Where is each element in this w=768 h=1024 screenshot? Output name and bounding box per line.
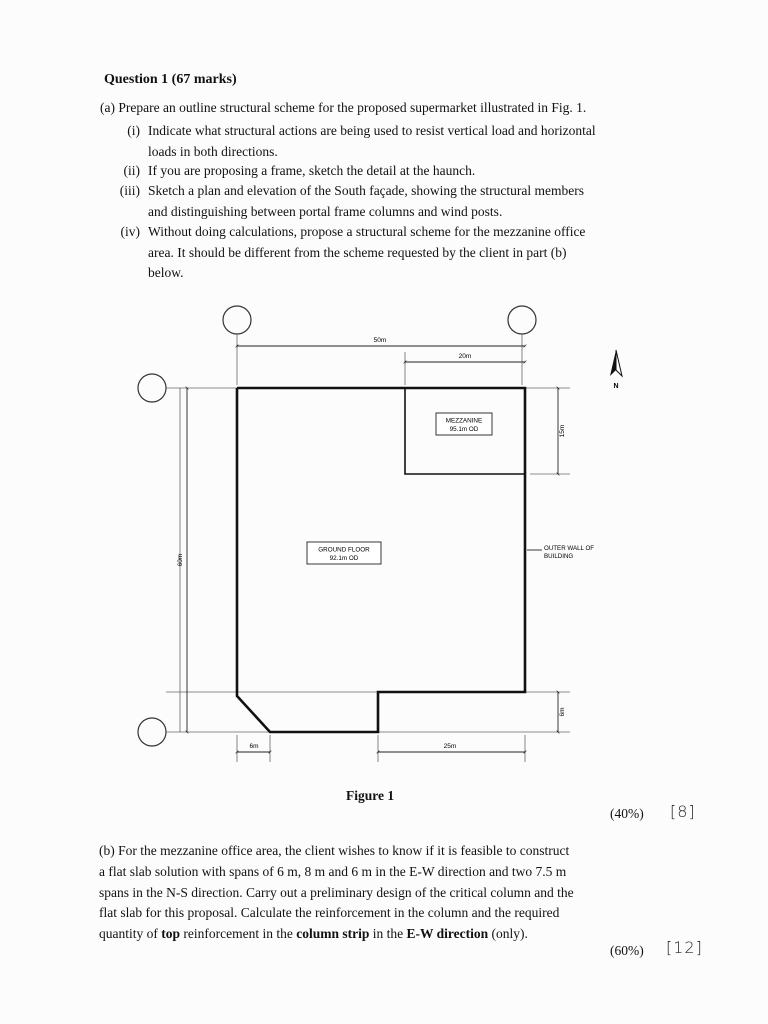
item-line: Sketch a plan and elevation of the South façade, showing the structural members	[148, 183, 584, 198]
part-b-line: flat slab for this proposal. Calculate the reinforcement in the column and the required	[99, 905, 560, 921]
item-number: (iii)	[119, 183, 140, 198]
text-run: reinforcement in the	[180, 926, 297, 942]
mezzanine-label: MEZZANINE	[445, 417, 483, 425]
dimension-label: 20m	[458, 353, 472, 360]
part-a-item-ii	[100, 161, 680, 182]
part-a-intro: (a) Prepare an outline structural scheme for the proposed supermarket illustrated in Fig. 1.	[100, 100, 587, 115]
item-line: If you are proposing a frame, sketch the detail at the haunch.	[148, 163, 476, 178]
part-a-item-i	[100, 121, 680, 162]
bold-run: E-W direction	[406, 926, 489, 942]
item-line: loads in both directions.	[148, 143, 278, 159]
part-b-percent: (60%)	[610, 943, 644, 958]
dimension-label: 60m	[177, 553, 184, 567]
outer-wall-label: OUTER WALL OF	[544, 545, 595, 552]
north-label: N	[613, 383, 619, 390]
part-a-item-iii	[100, 181, 680, 222]
dimension-label: 15m	[559, 424, 566, 438]
text-run: in the	[369, 926, 407, 942]
handwritten-mark-b: [12]	[666, 938, 703, 957]
part-b-line: (b) For the mezzanine office area, the client wishes to know if it is feasible to construct	[99, 843, 570, 858]
text-run: quantity of	[99, 926, 162, 942]
part-b-last-line	[99, 924, 659, 945]
bold-run: column strip	[296, 926, 370, 942]
outer-wall-label: BUILDING	[544, 553, 574, 560]
text-run: (only).	[488, 926, 528, 942]
dimension-label: 6m	[559, 707, 566, 717]
dimension-label: 50m	[373, 337, 387, 344]
item-line: Without doing calculations, propose a structural scheme for the mezzanine office	[148, 224, 586, 239]
part-a-item-iv	[100, 222, 680, 284]
north-arrow-icon	[610, 350, 622, 376]
handwritten-mark-a: [8]	[670, 802, 696, 821]
ground-floor-label: GROUND FLOOR	[318, 546, 370, 554]
grid-bubble	[508, 306, 536, 334]
item-line: and distinguishing between portal frame columns and wind posts.	[148, 203, 503, 219]
bold-run: top	[161, 926, 181, 942]
part-a-percent: (40%)	[610, 806, 644, 821]
item-number: (i)	[127, 123, 140, 138]
grid-bubble	[138, 374, 166, 402]
grid-bubble	[138, 718, 166, 746]
mezzanine-level: 95.1m OD	[449, 426, 479, 433]
question-title: Question 1 (67 marks)	[104, 72, 237, 87]
figure-caption: Figure 1	[346, 788, 395, 803]
dimension-label: 25m	[443, 743, 457, 750]
part-b-line: a flat slab solution with spans of 6 m, 8 m and 6 m in the E-W direction and two 7.5 m	[99, 863, 567, 879]
part-b-text	[99, 841, 659, 945]
floor-plan-figure	[130, 300, 650, 770]
item-number: (iv)	[120, 224, 140, 239]
item-line: Indicate what structural actions are being used to resist vertical load and horizontal	[148, 123, 596, 138]
item-line: area. It should be different from the scheme requested by the client in part (b)	[148, 244, 567, 260]
item-line: below.	[148, 265, 184, 280]
dimension-label: 6m	[249, 743, 259, 750]
item-number: (ii)	[123, 163, 140, 178]
part-b-line: spans in the N-S direction. Carry out a preliminary design of the critical column and the	[99, 884, 574, 900]
ground-floor-level: 92.1m OD	[329, 555, 359, 562]
grid-bubble	[223, 306, 251, 334]
